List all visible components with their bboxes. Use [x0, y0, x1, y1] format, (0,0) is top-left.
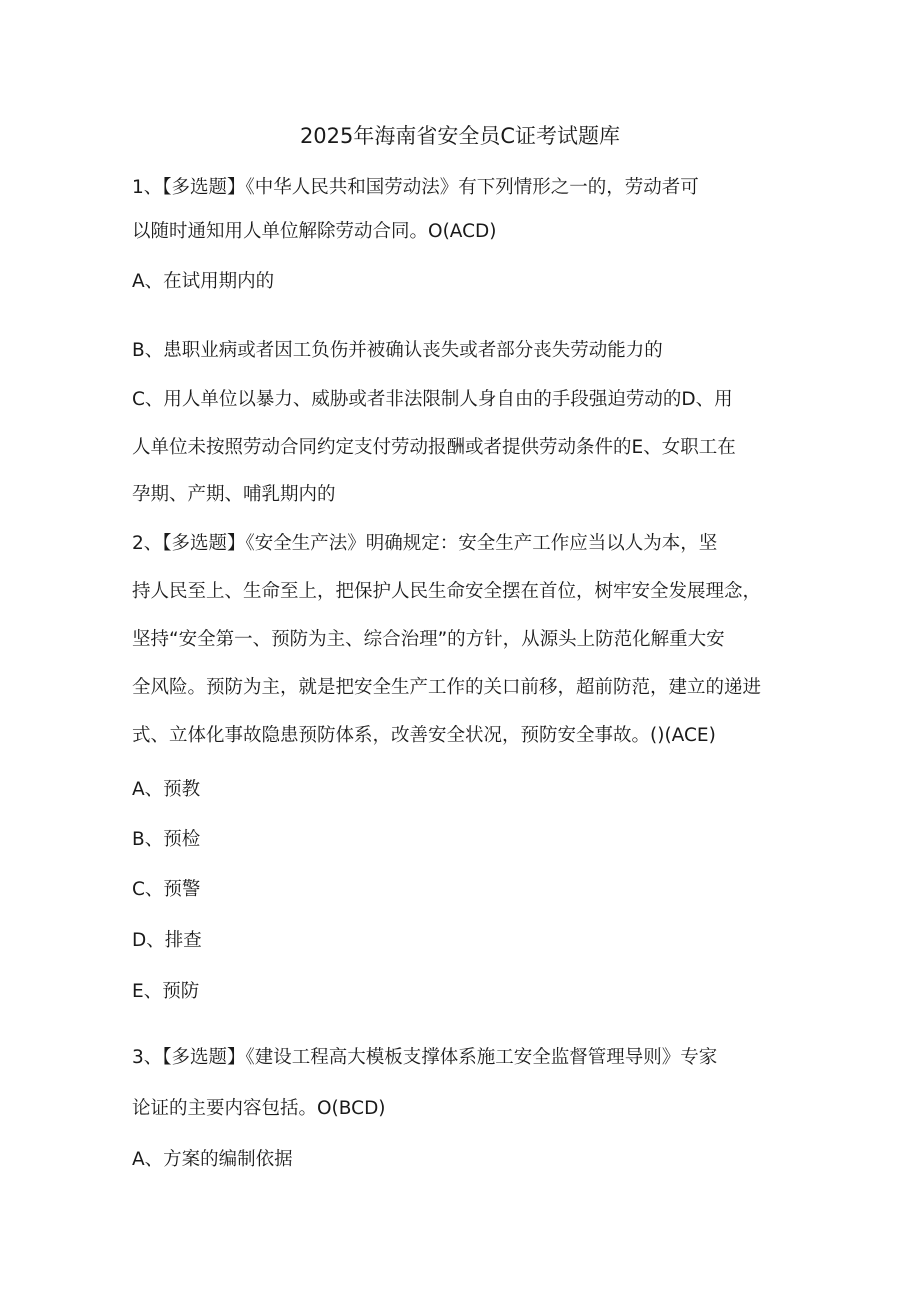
q1-option-e-end: 孕期、产期、哺乳期内的 [132, 484, 336, 505]
q2-stem-line-5: 式、立体化事故隐患预防体系，改善安全状况，预防安全事故。()(ACE) [132, 725, 716, 746]
q3-stem-line-1: 3、【多选题】《建设工程高大模板支撑体系施工安全监督管理导则》专家 [132, 1047, 718, 1068]
q2-stem-line-2: 持人民至上、生命至上，把保护人民生命安全摆在首位，树牢安全发展理念， [132, 581, 762, 602]
q2-stem-line-4: 全风险。预防为主，就是把安全生产工作的关口前移，超前防范，建立的递进 [132, 677, 762, 698]
q3-option-a: A、方案的编制依据 [132, 1149, 293, 1170]
q3-stem-line-2: 论证的主要内容包括。O(BCD) [132, 1098, 386, 1119]
q2-option-d: D、排查 [132, 930, 202, 951]
q2-option-b: B、预检 [132, 829, 201, 850]
q1-option-c-d: C、用人单位以暴力、威胁或者非法限制人身自由的手段强迫劳动的D、用 [132, 389, 733, 410]
q2-stem-line-3: 坚持“安全第一、预防为主、综合治理”的方针，从源头上防范化解重大安 [132, 629, 725, 650]
q1-option-a: A、在试用期内的 [132, 271, 275, 292]
document-title: 2025年海南省安全员C证考试题库 [299, 124, 621, 148]
q1-stem-line-1: 1、【多选题】《中华人民共和国劳动法》有下列情形之一的，劳动者可 [132, 177, 699, 198]
q1-option-b: B、患职业病或者因工负伤并被确认丧失或者部分丧失劳动能力的 [132, 340, 663, 361]
q2-option-a: A、预教 [132, 779, 201, 800]
q1-option-d-e: 人单位未按照劳动合同约定支付劳动报酬或者提供劳动条件的E、女职工在 [132, 437, 736, 458]
q2-option-e: E、预防 [132, 981, 200, 1002]
q1-stem-line-2: 以随时通知用人单位解除劳动合同。O(ACD) [132, 221, 497, 242]
q2-stem-line-1: 2、【多选题】《安全生产法》明确规定：安全生产工作应当以人为本，坚 [132, 533, 718, 554]
q2-option-c: C、预警 [132, 879, 201, 900]
